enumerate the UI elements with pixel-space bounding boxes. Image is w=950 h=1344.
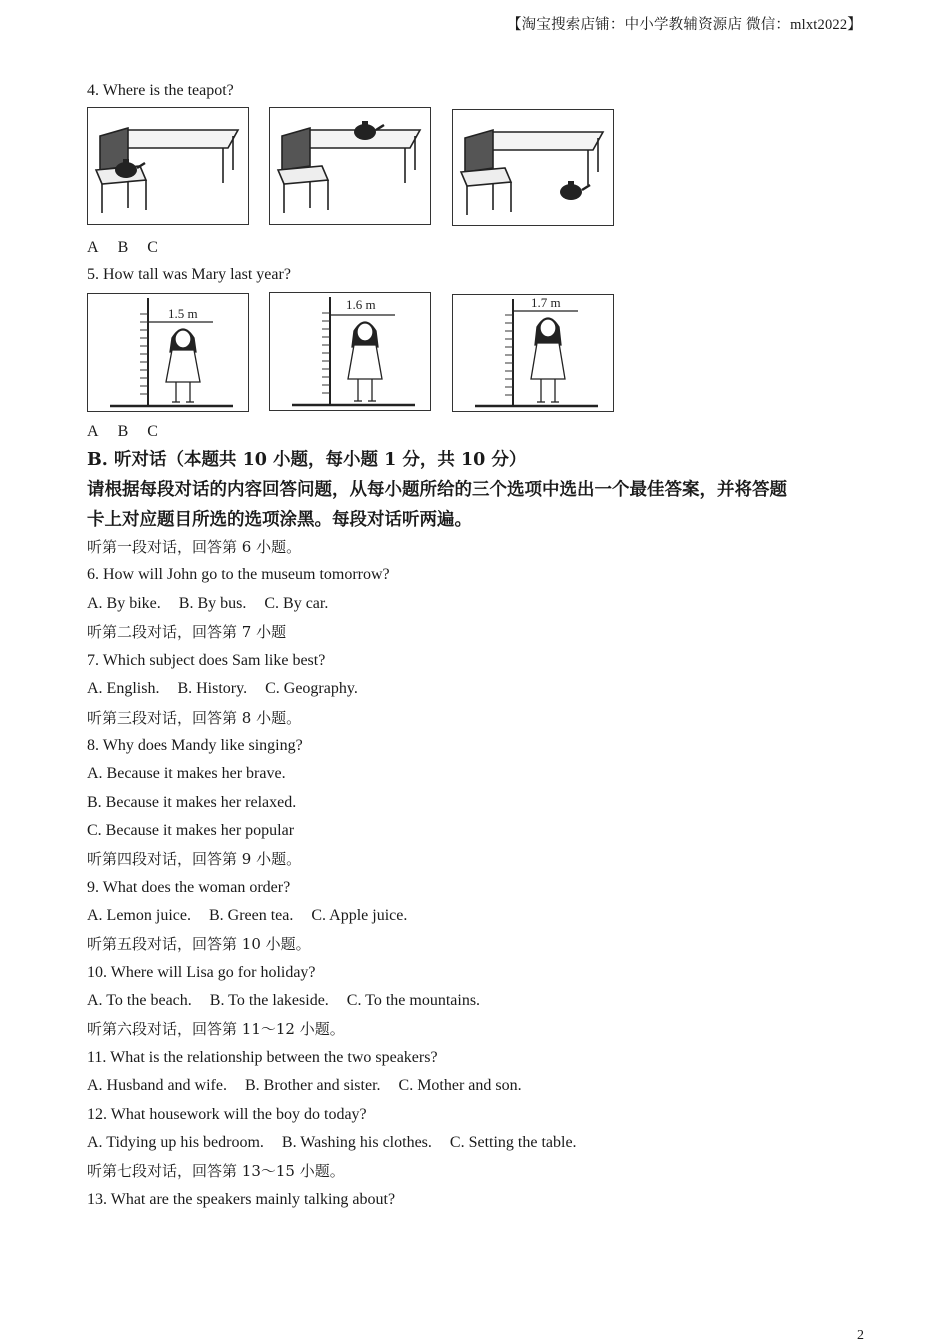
option-b: B. Brother and sister. (244, 1077, 381, 1094)
question-10: 10. Where will Lisa go for holiday? (87, 964, 316, 981)
question-12: 12. What housework will the boy do today? (87, 1106, 367, 1123)
dialog-4-intro: 听第四段对话，回答第 9 小题。 (87, 850, 302, 868)
teapot-picture-b (269, 107, 431, 225)
option-b: B. History. (177, 680, 248, 697)
label-a: A (87, 239, 99, 256)
option-a: A. By bike. (87, 595, 161, 612)
option-a: A. Tidying up his bedroom. (87, 1134, 264, 1151)
height-picture-a (87, 293, 249, 412)
option-c: C. By car. (264, 595, 329, 612)
section-b-instruction-line2: 卡上对应题目所选的选项涂黑。每段对话听两遍。 (87, 510, 472, 530)
section-b-title: B. 听对话（本题共 10 小题，每小题 1 分，共 10 分） (87, 450, 527, 470)
section-b-instruction-line1: 请根据每段对话的内容回答问题，从每小题所给的三个选项中选出一个最佳答案，并将答题 (87, 480, 787, 500)
height-label-b: 1.6 m (346, 297, 376, 312)
question-4: 4. Where is the teapot? (87, 82, 234, 99)
question-8: 8. Why does Mandy like singing? (87, 737, 303, 754)
girl-figure-icon (531, 318, 565, 402)
q8-option-c: C. Because it makes her popular (87, 822, 295, 839)
option-b: B. By bus. (178, 595, 247, 612)
option-c: C. Setting the table. (449, 1134, 577, 1151)
option-a: A. English. (87, 680, 160, 697)
page-number: 2 (857, 1328, 864, 1343)
girl-figure-icon (166, 329, 200, 402)
height-label-c: 1.7 m (531, 295, 561, 310)
q11-options (87, 1076, 522, 1096)
label-a: A (87, 423, 99, 440)
option-a: A. To the beach. (87, 992, 192, 1009)
option-c: C. Apple juice. (311, 907, 408, 924)
label-b: B (117, 423, 129, 440)
dialog-2-intro: 听第二段对话，回答第 7 小题 (87, 623, 287, 641)
label-b: B (117, 239, 129, 256)
option-c: C. Mother and son. (398, 1077, 522, 1094)
dialog-7-intro: 听第七段对话，回答第 13～15 小题。 (87, 1162, 345, 1180)
question-5: 5. How tall was Mary last year? (87, 266, 291, 283)
label-c: C (147, 239, 158, 256)
dialog-3-intro: 听第三段对话，回答第 8 小题。 (87, 709, 302, 727)
q6-options (87, 594, 328, 614)
girl-figure-icon (348, 322, 382, 401)
q8-option-b: B. Because it makes her relaxed. (87, 794, 297, 811)
q8-option-a: A. Because it makes her brave. (87, 765, 286, 782)
q10-options (87, 991, 480, 1011)
option-c: C. Geography. (265, 680, 358, 697)
page-header: 【淘宝搜索店铺：中小学教辅资源店 微信：mlxt2022】 (506, 17, 862, 33)
q12-options (87, 1133, 577, 1153)
question-13: 13. What are the speakers mainly talking about? (87, 1191, 396, 1208)
q9-options (87, 906, 407, 926)
label-c: C (147, 423, 158, 440)
height-label-a: 1.5 m (168, 306, 198, 321)
option-b: B. Washing his clothes. (281, 1134, 432, 1151)
q5-picture-labels (87, 422, 173, 442)
dialog-5-intro: 听第五段对话，回答第 10 小题。 (87, 935, 311, 953)
height-picture-c (452, 294, 614, 412)
teapot-picture-c (452, 109, 614, 226)
teapot-icon (560, 181, 590, 200)
teapot-picture-a (87, 107, 249, 225)
option-c: C. To the mountains. (346, 992, 481, 1009)
option-a: A. Lemon juice. (87, 907, 191, 924)
option-b: B. To the lakeside. (209, 992, 329, 1009)
dialog-6-intro: 听第六段对话，回答第 11～12 小题。 (87, 1020, 345, 1038)
dialog-1-intro: 听第一段对话，回答第 6 小题。 (87, 538, 302, 556)
question-11: 11. What is the relationship between the two speakers? (87, 1049, 438, 1066)
height-picture-b (269, 292, 431, 411)
question-6: 6. How will John go to the museum tomorrow? (87, 566, 390, 583)
option-a: A. Husband and wife. (87, 1077, 227, 1094)
question-9: 9. What does the woman order? (87, 879, 291, 896)
q7-options (87, 679, 358, 699)
question-7: 7. Which subject does Sam like best? (87, 652, 326, 669)
q4-picture-labels (87, 238, 173, 258)
option-b: B. Green tea. (208, 907, 294, 924)
